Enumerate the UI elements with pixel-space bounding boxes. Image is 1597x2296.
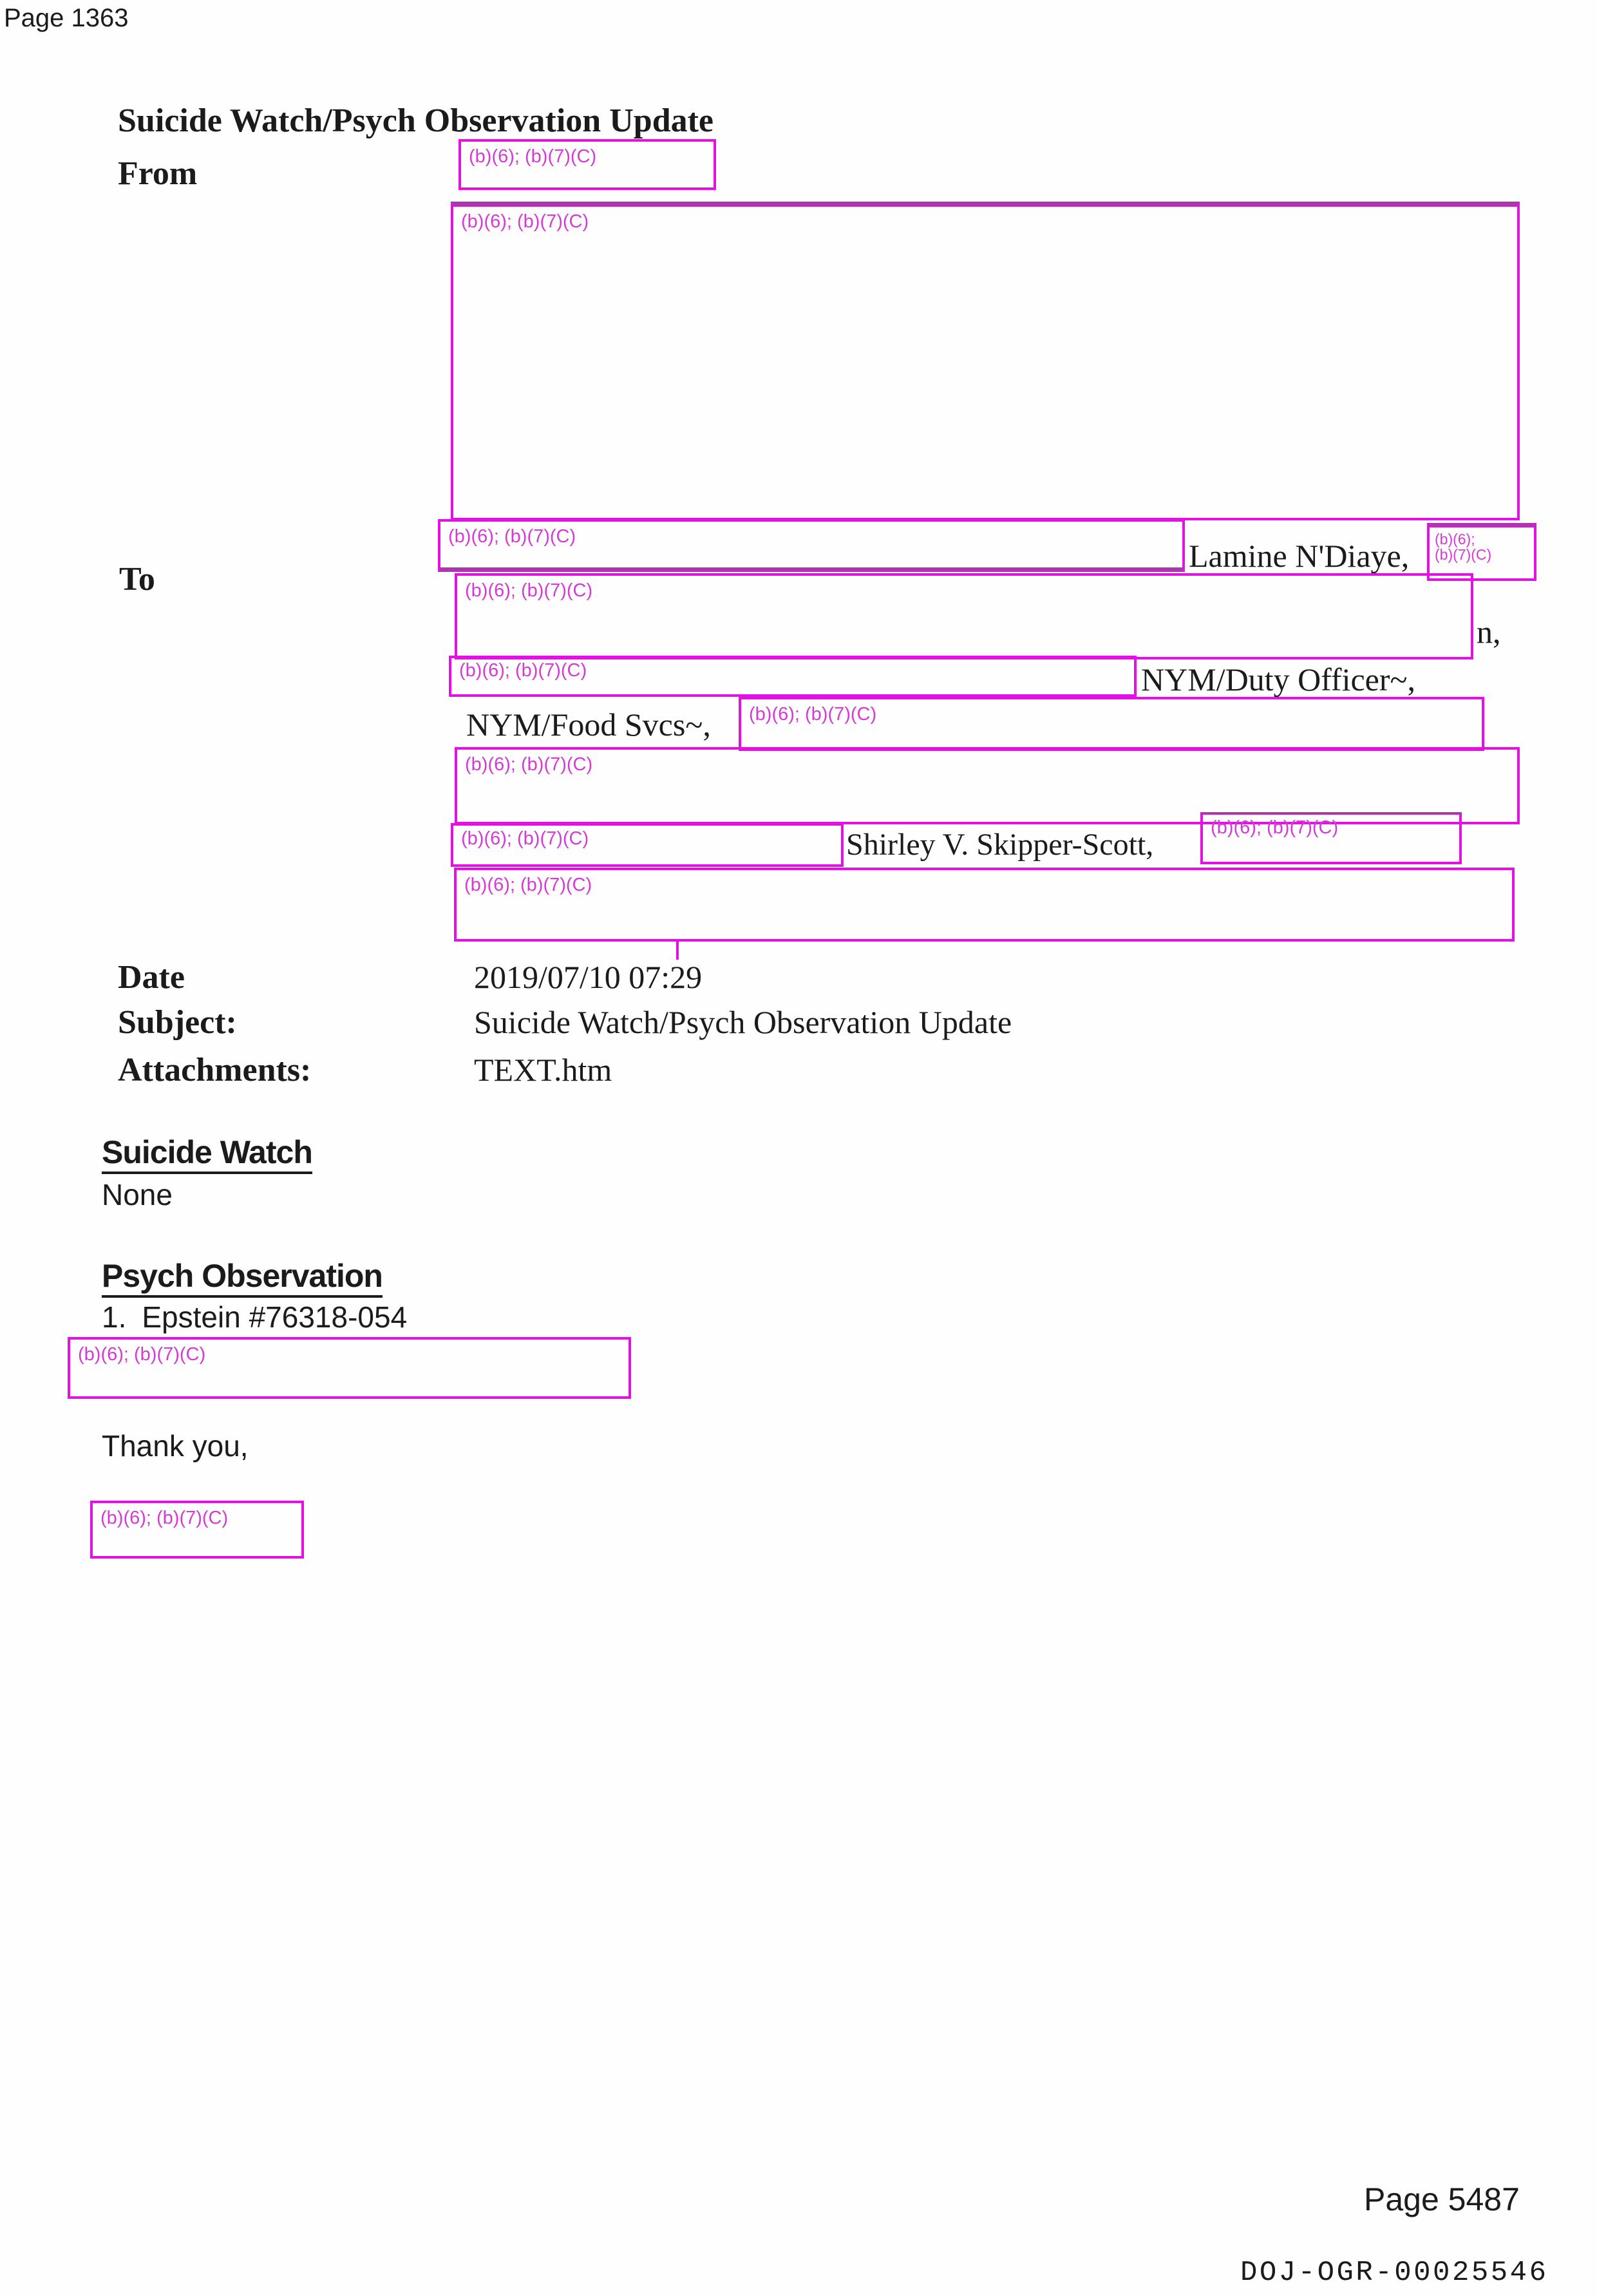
attachments-value: TEXT.htm (474, 1052, 612, 1088)
footer-page-number: Page 5487 (1364, 2181, 1520, 2217)
date-value: 2019/07/10 07:29 (474, 959, 703, 995)
redaction-box-to-row6-right (1200, 812, 1462, 864)
closing-text: Thank you, (102, 1429, 249, 1463)
redaction-code-label: (b)(6); (b)(7)(C) (1211, 817, 1339, 838)
subject-label: Subject: (118, 1004, 237, 1041)
redaction-code-label: (b)(6); (1435, 531, 1475, 547)
redaction-box-to-row1-left (438, 519, 1185, 572)
scan-page-number: Page 1363 (4, 4, 129, 32)
redaction-code-label: (b)(6); (b)(7)(C) (100, 1508, 229, 1528)
redaction-code-label: (b)(6); (b)(7)(C) (78, 1344, 206, 1365)
redaction-code-label: (b)(6); (b)(7)(C) (448, 526, 576, 547)
bates-number: DOJ-OGR-00025546 (1240, 2257, 1549, 2289)
from-label: From (118, 155, 198, 192)
redaction-code-label: (b)(7)(C) (1435, 546, 1492, 564)
redaction-box-to-row1-right (1427, 523, 1536, 581)
email-title: Suicide Watch/Psych Observation Update (118, 102, 714, 139)
redaction-box-body-large (451, 202, 1520, 520)
redaction-code-label: (b)(6); (b)(7)(C) (465, 580, 593, 601)
redaction-code-label: (b)(6); (b)(7)(C) (469, 146, 597, 167)
suicide-watch-value: None (102, 1178, 173, 1211)
redaction-code-label: (b)(6); (b)(7)(C) (464, 875, 592, 895)
redaction-box-to-row2 (455, 573, 1473, 659)
suicide-watch-heading: Suicide Watch (102, 1134, 312, 1171)
item-text: Epstein #76318-054 (142, 1300, 408, 1334)
recipient-food-svcs: NYM/Food Svcs~, (466, 707, 711, 743)
redaction-code-label: (b)(6); (b)(7)(C) (459, 660, 587, 681)
date-label: Date (118, 959, 185, 996)
redaction-box-signature (90, 1501, 304, 1559)
psych-observation-heading: Psych Observation (102, 1257, 383, 1295)
redaction-box-from (458, 139, 716, 190)
subject-value: Suicide Watch/Psych Observation Update (474, 1004, 1012, 1040)
to-label: To (119, 561, 155, 598)
scan-artifact-tick (676, 942, 679, 960)
redaction-code-label: (b)(6); (b)(7)(C) (749, 704, 877, 725)
redaction-box-to-row7 (454, 868, 1515, 942)
recipient-fragment: n, (1477, 614, 1501, 650)
redaction-box-to-row4 (739, 697, 1484, 751)
redaction-code-label: (b)(6); (b)(7)(C) (461, 211, 589, 232)
redaction-code-label: (b)(6); (b)(7)(C) (465, 754, 593, 775)
attachments-label: Attachments: (118, 1052, 312, 1088)
redaction-box-to-row3 (449, 656, 1137, 697)
redaction-code-label: (b)(6); (b)(7)(C) (461, 828, 589, 849)
redaction-box-body-1 (68, 1337, 631, 1399)
item-number: 1. (102, 1300, 127, 1334)
psych-observation-item (102, 1300, 407, 1334)
recipient-lamine-ndiaye: Lamine N'Diaye, (1189, 538, 1410, 574)
recipient-skipper-scott: Shirley V. Skipper-Scott, (846, 828, 1154, 862)
redaction-box-to-row6-left (451, 823, 844, 867)
recipient-duty-officer: NYM/Duty Officer~, (1141, 661, 1416, 697)
